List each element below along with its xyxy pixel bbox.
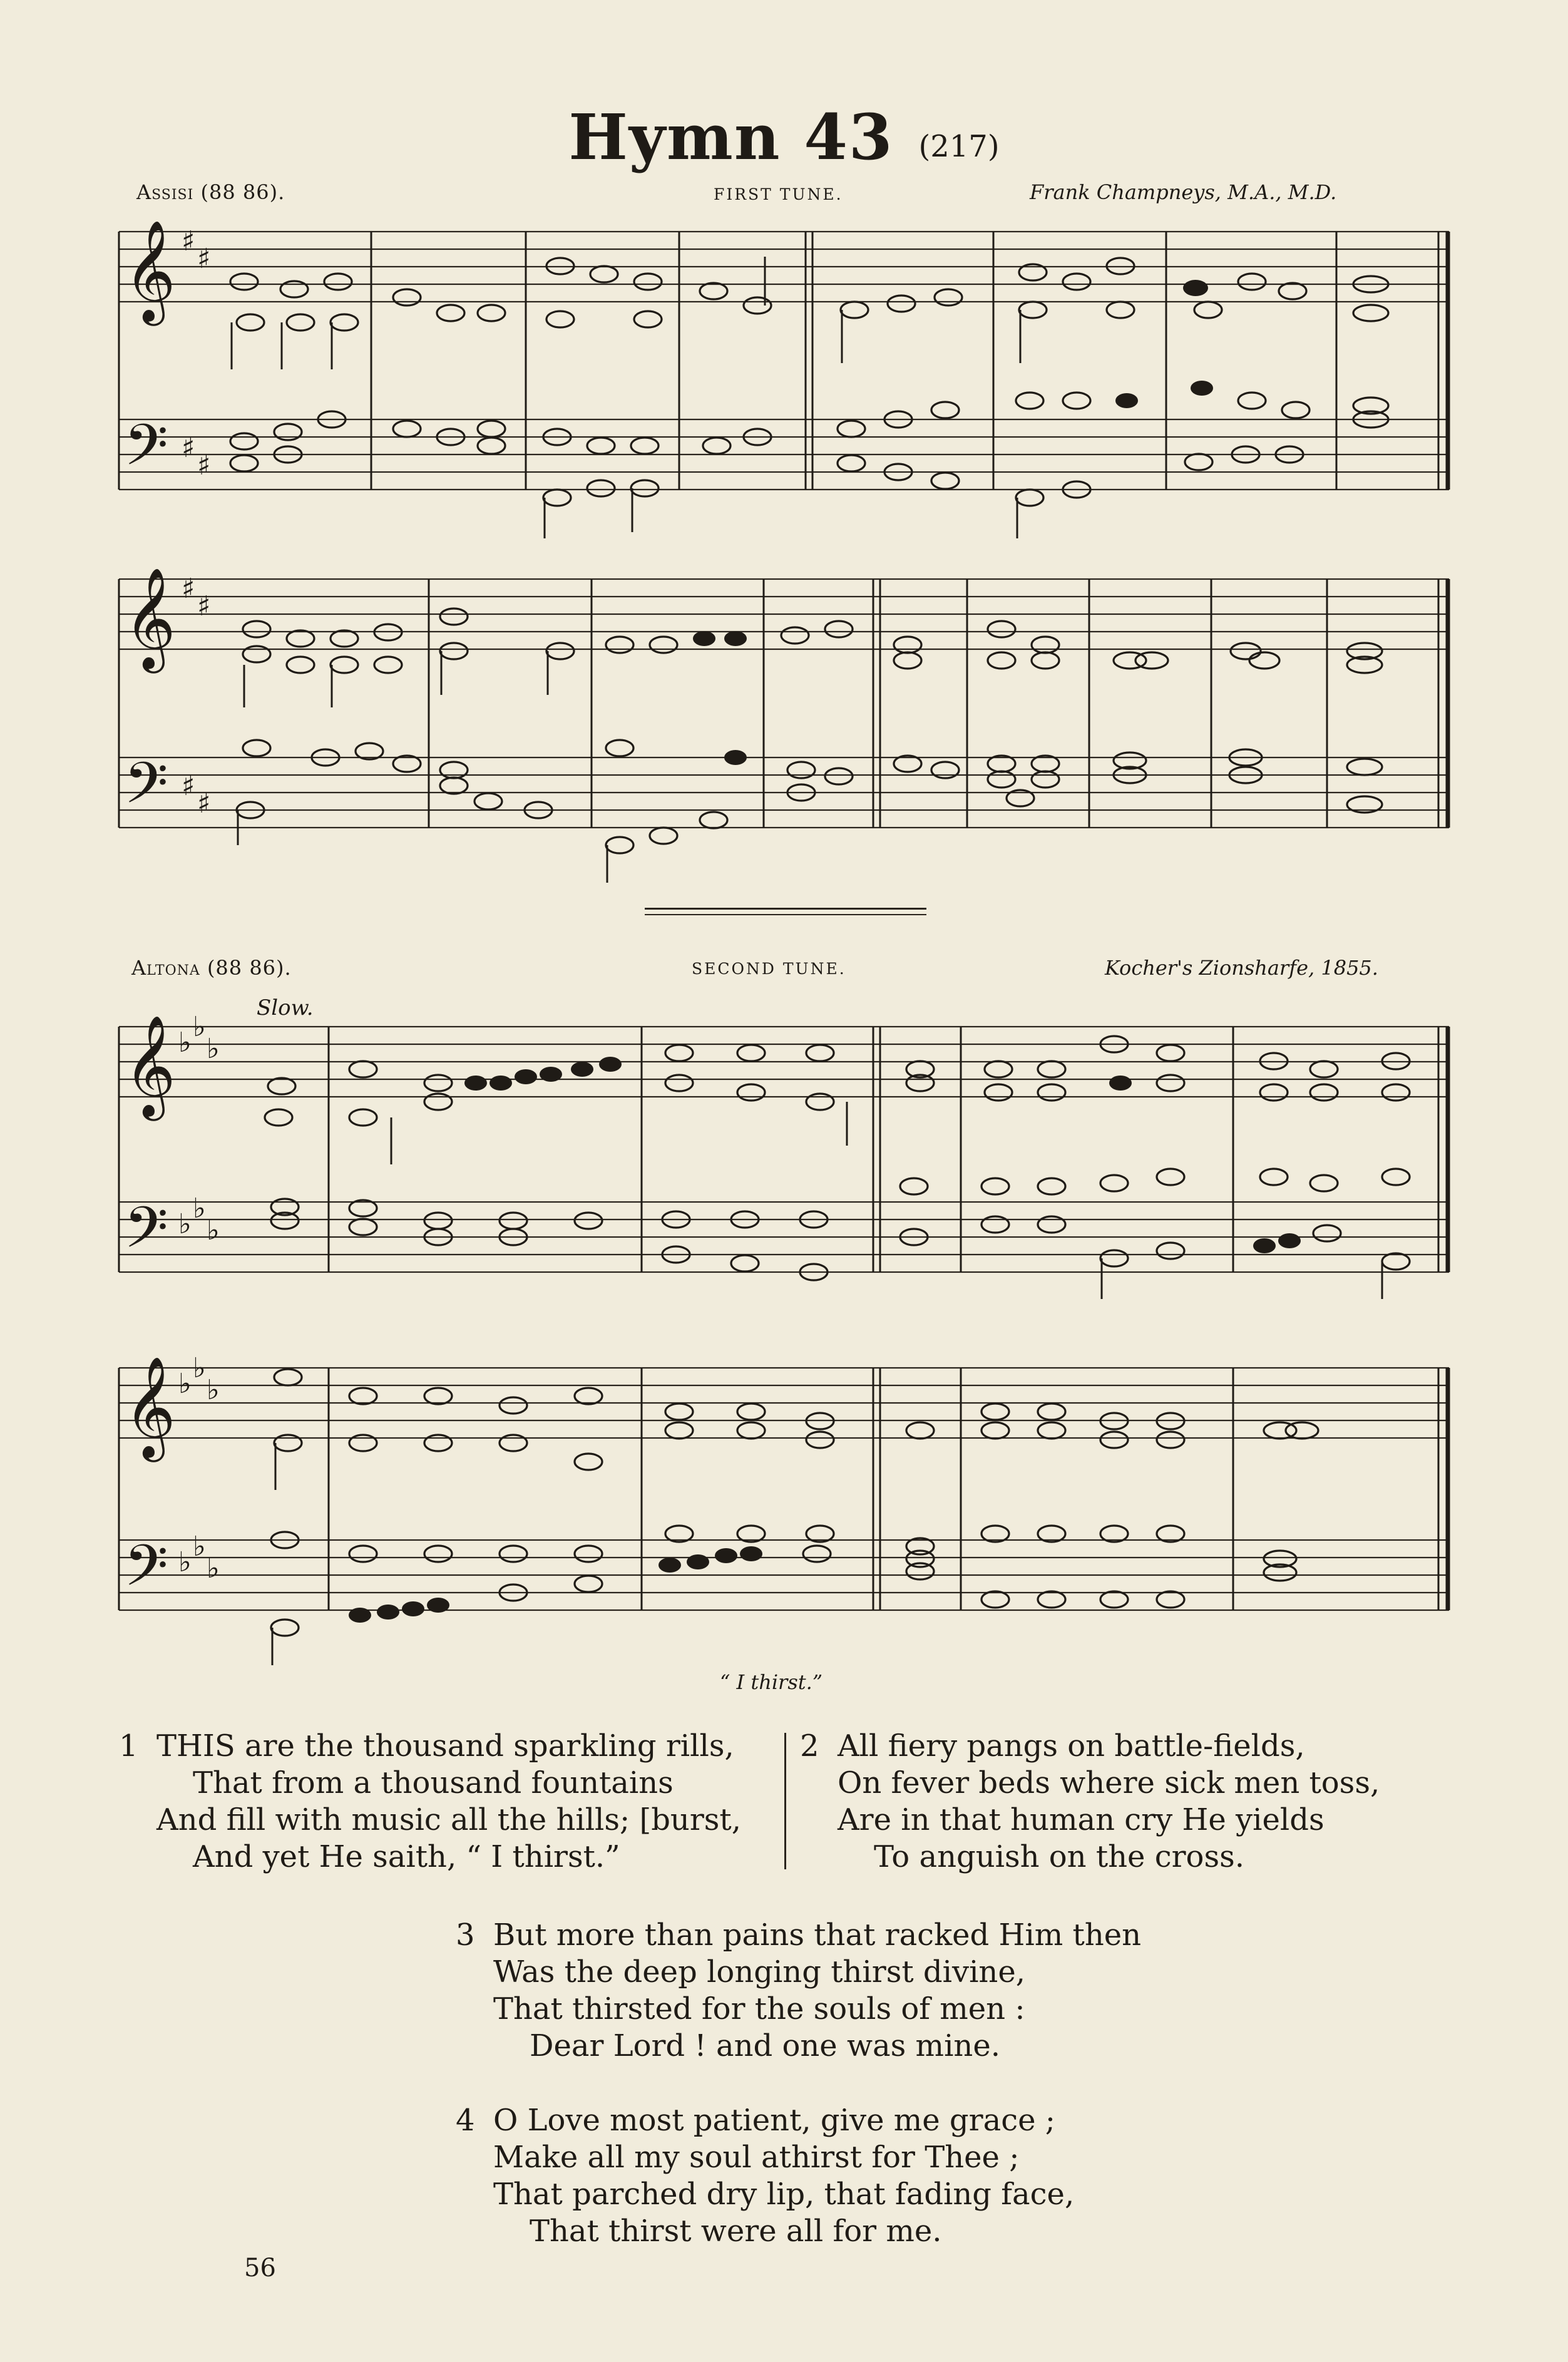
verse-4-line-1: O Love most patient, give me grace ; bbox=[493, 2103, 1055, 2138]
svg-text:♭: ♭ bbox=[178, 1368, 192, 1400]
svg-text:♭: ♭ bbox=[193, 1531, 206, 1563]
tune1-name bbox=[136, 180, 285, 204]
svg-text:♭: ♭ bbox=[207, 1553, 220, 1584]
tune1-system1-notes bbox=[230, 257, 1388, 538]
tune2-system2-bass-staff bbox=[119, 1540, 1449, 1610]
verse-4-line-4: That thirst were all for me. bbox=[530, 2214, 942, 2249]
svg-text:♯: ♯ bbox=[182, 225, 195, 257]
verse-1-line-1: THIS are the thousand sparkling rills, bbox=[156, 1728, 734, 1764]
tune1-label: FIRST TUNE. bbox=[714, 185, 843, 203]
svg-text:𝄢: 𝄢 bbox=[124, 1194, 168, 1275]
hymn-title bbox=[0, 100, 1568, 174]
svg-text:♭: ♭ bbox=[193, 1352, 206, 1384]
svg-text:♯: ♯ bbox=[182, 573, 195, 605]
verse-1-line-4: And yet He saith, “ I thirst.” bbox=[193, 1839, 620, 1874]
svg-text:𝄢: 𝄢 bbox=[124, 750, 168, 830]
svg-text:𝄞: 𝄞 bbox=[124, 1356, 176, 1458]
svg-text:♯: ♯ bbox=[197, 590, 211, 622]
tune2-label: SECOND TUNE. bbox=[692, 960, 846, 978]
verse-1 bbox=[119, 1728, 741, 1876]
verse-4 bbox=[456, 2102, 1075, 2250]
hymn-title-text: Hymn 43 bbox=[568, 100, 894, 174]
tune2-system1-bass-staff bbox=[119, 1202, 1449, 1272]
svg-text:𝄞: 𝄞 bbox=[124, 220, 176, 322]
tune2-name bbox=[131, 956, 292, 980]
verse-1-line-2: That from a thousand fountains bbox=[193, 1765, 674, 1800]
verse-1-line-3: And fill with music all the hills; [burst, bbox=[156, 1802, 741, 1837]
svg-text:♯: ♯ bbox=[197, 243, 211, 275]
page-number: 56 bbox=[244, 2254, 276, 2282]
verse-4-line-2: Make all my soul athirst for Thee ; bbox=[493, 2140, 1020, 2175]
verse-2-line-1: All fiery pangs on battle-fields, bbox=[838, 1728, 1305, 1764]
svg-text:♭: ♭ bbox=[207, 1033, 220, 1065]
verse-4-line-3: That parched dry lip, that fading face, bbox=[493, 2177, 1075, 2212]
svg-text:♭: ♭ bbox=[193, 1193, 206, 1225]
svg-text:𝄞: 𝄞 bbox=[124, 567, 176, 669]
verse-3-line-4: Dear Lord ! and one was mine. bbox=[530, 2028, 1000, 2063]
tune2-composer: Kocher's Zionsharfe, 1855. bbox=[1105, 956, 1378, 980]
svg-text:𝄢: 𝄢 bbox=[124, 412, 168, 492]
hymn-number-ref: (217) bbox=[918, 129, 1000, 164]
svg-text:♭: ♭ bbox=[207, 1214, 220, 1246]
verse-2-line-2: On fever beds where sick men toss, bbox=[838, 1765, 1380, 1800]
tune1-score bbox=[113, 219, 1458, 889]
verse-2 bbox=[800, 1728, 1380, 1876]
tune1-system1-treble-staff bbox=[119, 232, 1449, 302]
svg-text:𝄞: 𝄞 bbox=[124, 1015, 176, 1117]
verse-divider bbox=[784, 1733, 786, 1869]
caption-i-thirst: “ I thirst.” bbox=[720, 1670, 823, 1694]
verse-2-line-3: Are in that human cry He yields bbox=[838, 1802, 1325, 1837]
verse-3-line-2: Was the deep longing thirst divine, bbox=[493, 1954, 1026, 1990]
svg-text:♯: ♯ bbox=[197, 449, 211, 481]
tune-separator-second-line bbox=[645, 914, 926, 915]
svg-text:𝄢: 𝄢 bbox=[124, 1533, 168, 1613]
tune2-system2-treble-staff bbox=[119, 1368, 1449, 1438]
tune2-name-text: Altona (88 86). bbox=[131, 956, 292, 980]
svg-text:♭: ♭ bbox=[178, 1546, 192, 1578]
tune2-system2-notes bbox=[271, 1369, 1318, 1665]
verse-3-line-3: That thirsted for the souls of men : bbox=[493, 1991, 1025, 2026]
verse-1-number: 1 bbox=[119, 1728, 138, 1764]
tune2-system1-treble-staff bbox=[119, 1027, 1449, 1097]
verse-2-number: 2 bbox=[800, 1728, 819, 1764]
tune1-system2-treble-staff bbox=[119, 579, 1449, 649]
verse-3-line-1: But more than pains that racked Him then bbox=[493, 1918, 1142, 1953]
tune1-system1-bass-staff bbox=[119, 419, 1449, 490]
svg-text:♯: ♯ bbox=[182, 432, 195, 464]
tune1-composer: Frank Champneys, M.A., M.D. bbox=[1030, 180, 1337, 204]
tune1-name-text: Assisi (88 86). bbox=[136, 180, 285, 204]
verse-3 bbox=[456, 1917, 1142, 2065]
tune2-system1-notes bbox=[265, 1036, 1410, 1299]
verse-3-number: 3 bbox=[456, 1918, 475, 1953]
svg-text:♭: ♭ bbox=[178, 1208, 192, 1240]
svg-text:♭: ♭ bbox=[178, 1027, 192, 1059]
verse-4-number: 4 bbox=[456, 2103, 475, 2138]
tune2-score bbox=[113, 1014, 1458, 1671]
svg-text:♭: ♭ bbox=[193, 1014, 206, 1043]
tune-separator bbox=[645, 908, 926, 910]
svg-text:♯: ♯ bbox=[197, 788, 211, 819]
verse-2-line-4: To anguish on the cross. bbox=[874, 1839, 1244, 1874]
tune2-tempo: Slow. bbox=[257, 995, 314, 1020]
svg-text:♭: ♭ bbox=[207, 1374, 220, 1406]
svg-text:♯: ♯ bbox=[182, 770, 195, 802]
